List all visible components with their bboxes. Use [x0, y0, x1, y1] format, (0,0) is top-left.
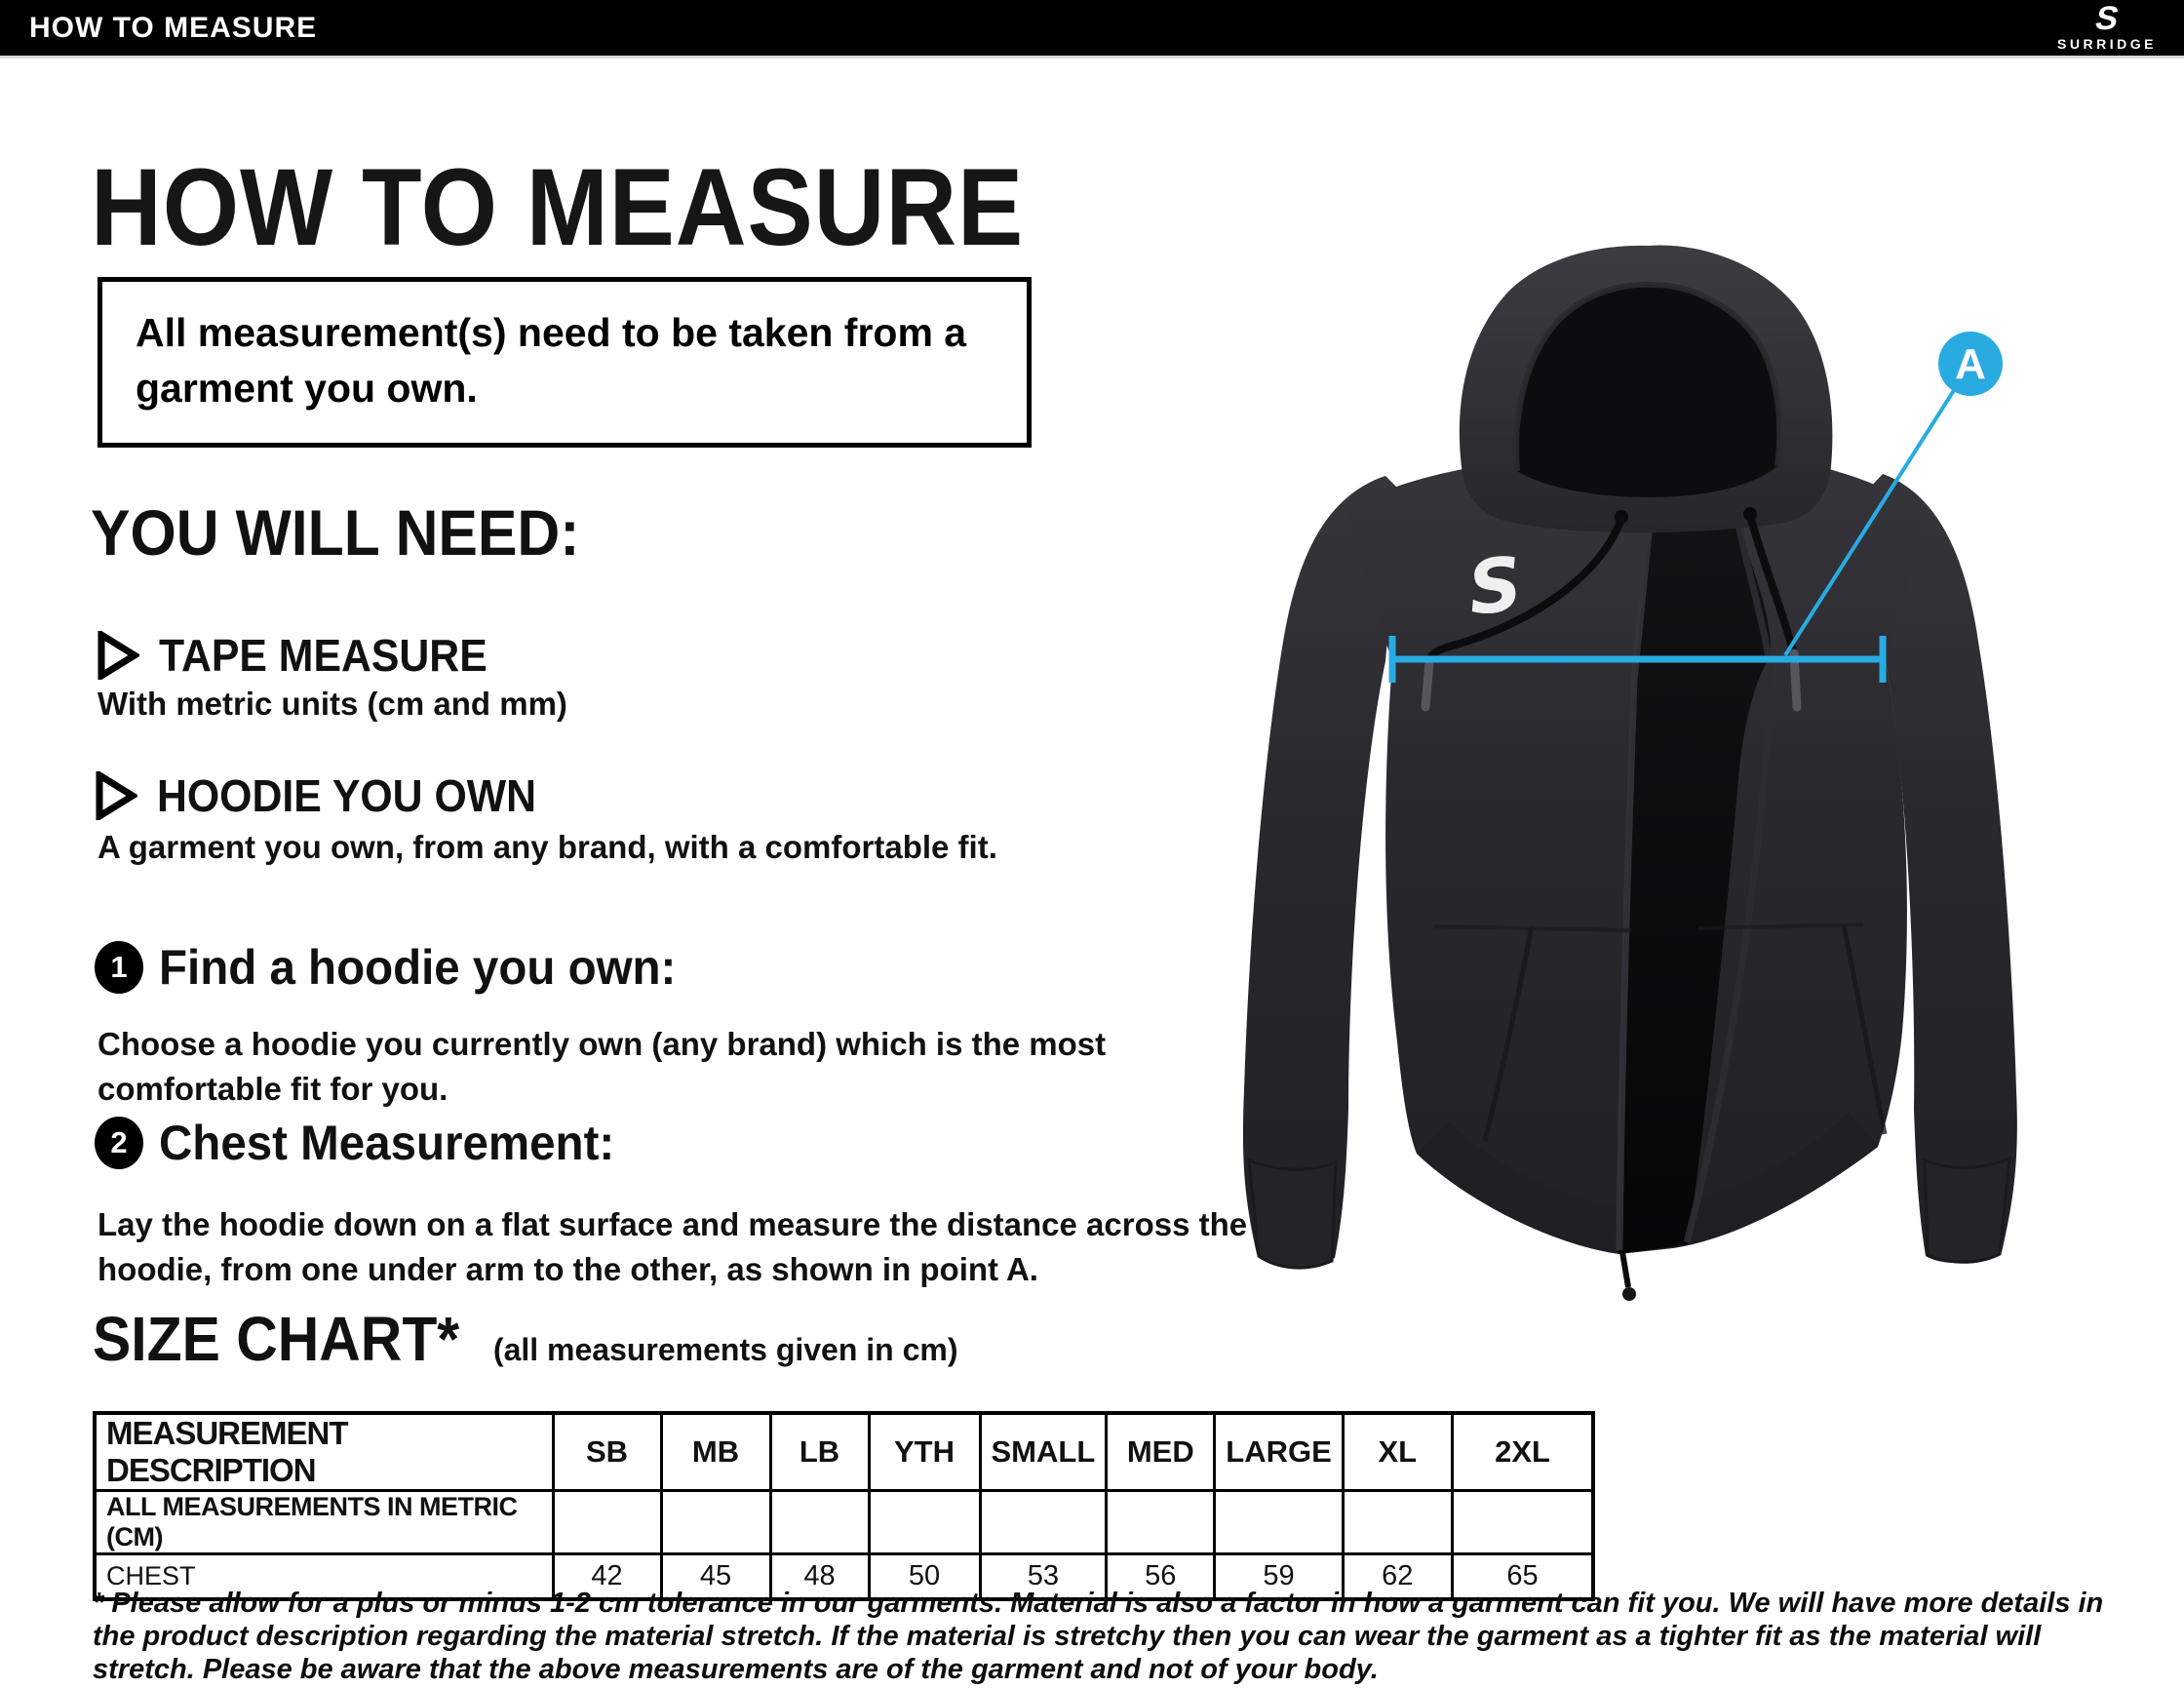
surridge-logo — [2044, 2, 2170, 53]
column-header: YTH — [869, 1413, 980, 1491]
need-item-hoodie — [95, 769, 565, 822]
column-header: LB — [770, 1413, 869, 1491]
table-row — [95, 1491, 1593, 1554]
size-value: 53 — [980, 1554, 1107, 1600]
step-1-description: Choose a hoodie you currently own (any brand) which is the most comfortable fit for you. — [98, 1026, 1107, 1108]
zipper-pull — [1622, 1287, 1636, 1301]
step-1-title: Find a hoodie you own: — [159, 940, 677, 995]
column-header: SMALL — [980, 1413, 1107, 1491]
column-header: MEASUREMENT DESCRIPTION — [95, 1413, 553, 1491]
notice-box — [98, 277, 1032, 448]
size-chart-heading — [93, 1303, 958, 1375]
column-header: XL — [1343, 1413, 1452, 1491]
step-2-description: Lay the hoodie down on a flat surface and measure the distance across the hoodie, from one under arm to the other, as shown in point A. — [98, 1206, 1248, 1288]
point-a-label: A — [1955, 340, 1986, 388]
step-2-number-badge: 2 — [95, 1117, 143, 1169]
size-value: 42 — [553, 1554, 661, 1600]
row-label: CHEST — [95, 1554, 553, 1600]
size-value: 50 — [869, 1554, 980, 1600]
step-1-number-badge: 1 — [95, 941, 143, 994]
size-value — [1452, 1491, 1593, 1554]
footnote-text: * Please allow for a plus or minus 1-2 cm tolerance in our garments. Material is also a factor in how a garment can fit you. We will have more details in the product description regarding the material stretch. If the material is stretchy then you can wear the garment as a tighter fit as the material will stretch. Please be aware that the above measurements are of the garment and not of your body. — [93, 1588, 2104, 1686]
need-item-description: A garment you own, from any brand, with a comfortable fit. — [98, 829, 997, 865]
step-2-title: Chest Measurement: — [159, 1116, 615, 1170]
hoodie-illustration — [1239, 232, 2175, 1305]
step-1 — [95, 939, 703, 996]
need-item-tape-measure — [97, 629, 512, 682]
hoodie-cuff-left — [1249, 1160, 1336, 1268]
column-header: 2XL — [1452, 1413, 1593, 1491]
size-value — [1343, 1491, 1452, 1554]
size-chart-title: SIZE CHART* — [93, 1304, 460, 1374]
page-title: HOW TO MEASURE — [91, 146, 1025, 268]
size-value — [661, 1491, 770, 1554]
size-chart-table — [93, 1411, 1595, 1601]
size-value — [770, 1491, 869, 1554]
size-value — [553, 1491, 661, 1554]
size-value: 45 — [661, 1554, 770, 1600]
size-value: 48 — [770, 1554, 869, 1600]
column-header: SB — [553, 1413, 661, 1491]
surridge-logo-text: SURRIDGE — [2057, 36, 2157, 52]
column-header: MB — [661, 1413, 770, 1491]
size-chart-subheading: (all measurements given in cm) — [492, 1332, 958, 1367]
size-value — [869, 1491, 980, 1554]
top-bar — [0, 0, 2184, 59]
row-label: ALL MEASUREMENTS IN METRIC (CM) — [95, 1491, 553, 1554]
hoodie-cuff-right — [1925, 1158, 2009, 1262]
drawstring-aglet-left — [1425, 661, 1429, 707]
step-2 — [95, 1115, 639, 1171]
chest-logo: S — [1463, 539, 1527, 632]
size-value — [1215, 1491, 1344, 1554]
surridge-s-icon: S — [2091, 0, 2123, 37]
table-header-row — [95, 1413, 1593, 1491]
top-bar-title: HOW TO MEASURE — [29, 12, 318, 44]
column-header: MED — [1107, 1413, 1215, 1491]
size-value — [980, 1491, 1107, 1554]
triangle-bullet-icon — [95, 771, 137, 820]
size-value: 62 — [1343, 1554, 1452, 1600]
size-value: 56 — [1107, 1554, 1215, 1600]
triangle-bullet-icon — [97, 631, 139, 680]
zipper-pull — [1622, 1252, 1628, 1287]
you-will-need-heading: YOU WILL NEED: — [91, 496, 580, 569]
size-value: 65 — [1452, 1554, 1593, 1600]
size-value — [1107, 1491, 1215, 1554]
need-item-title: TAPE MEASURE — [159, 630, 488, 681]
need-item-description: With metric units (cm and mm) — [98, 686, 567, 722]
size-value: 59 — [1215, 1554, 1344, 1600]
need-item-title: HOODIE YOU OWN — [157, 770, 537, 821]
notice-text: All measurement(s) need to be taken from a garment you own. — [136, 310, 967, 411]
column-header: LARGE — [1215, 1413, 1344, 1491]
